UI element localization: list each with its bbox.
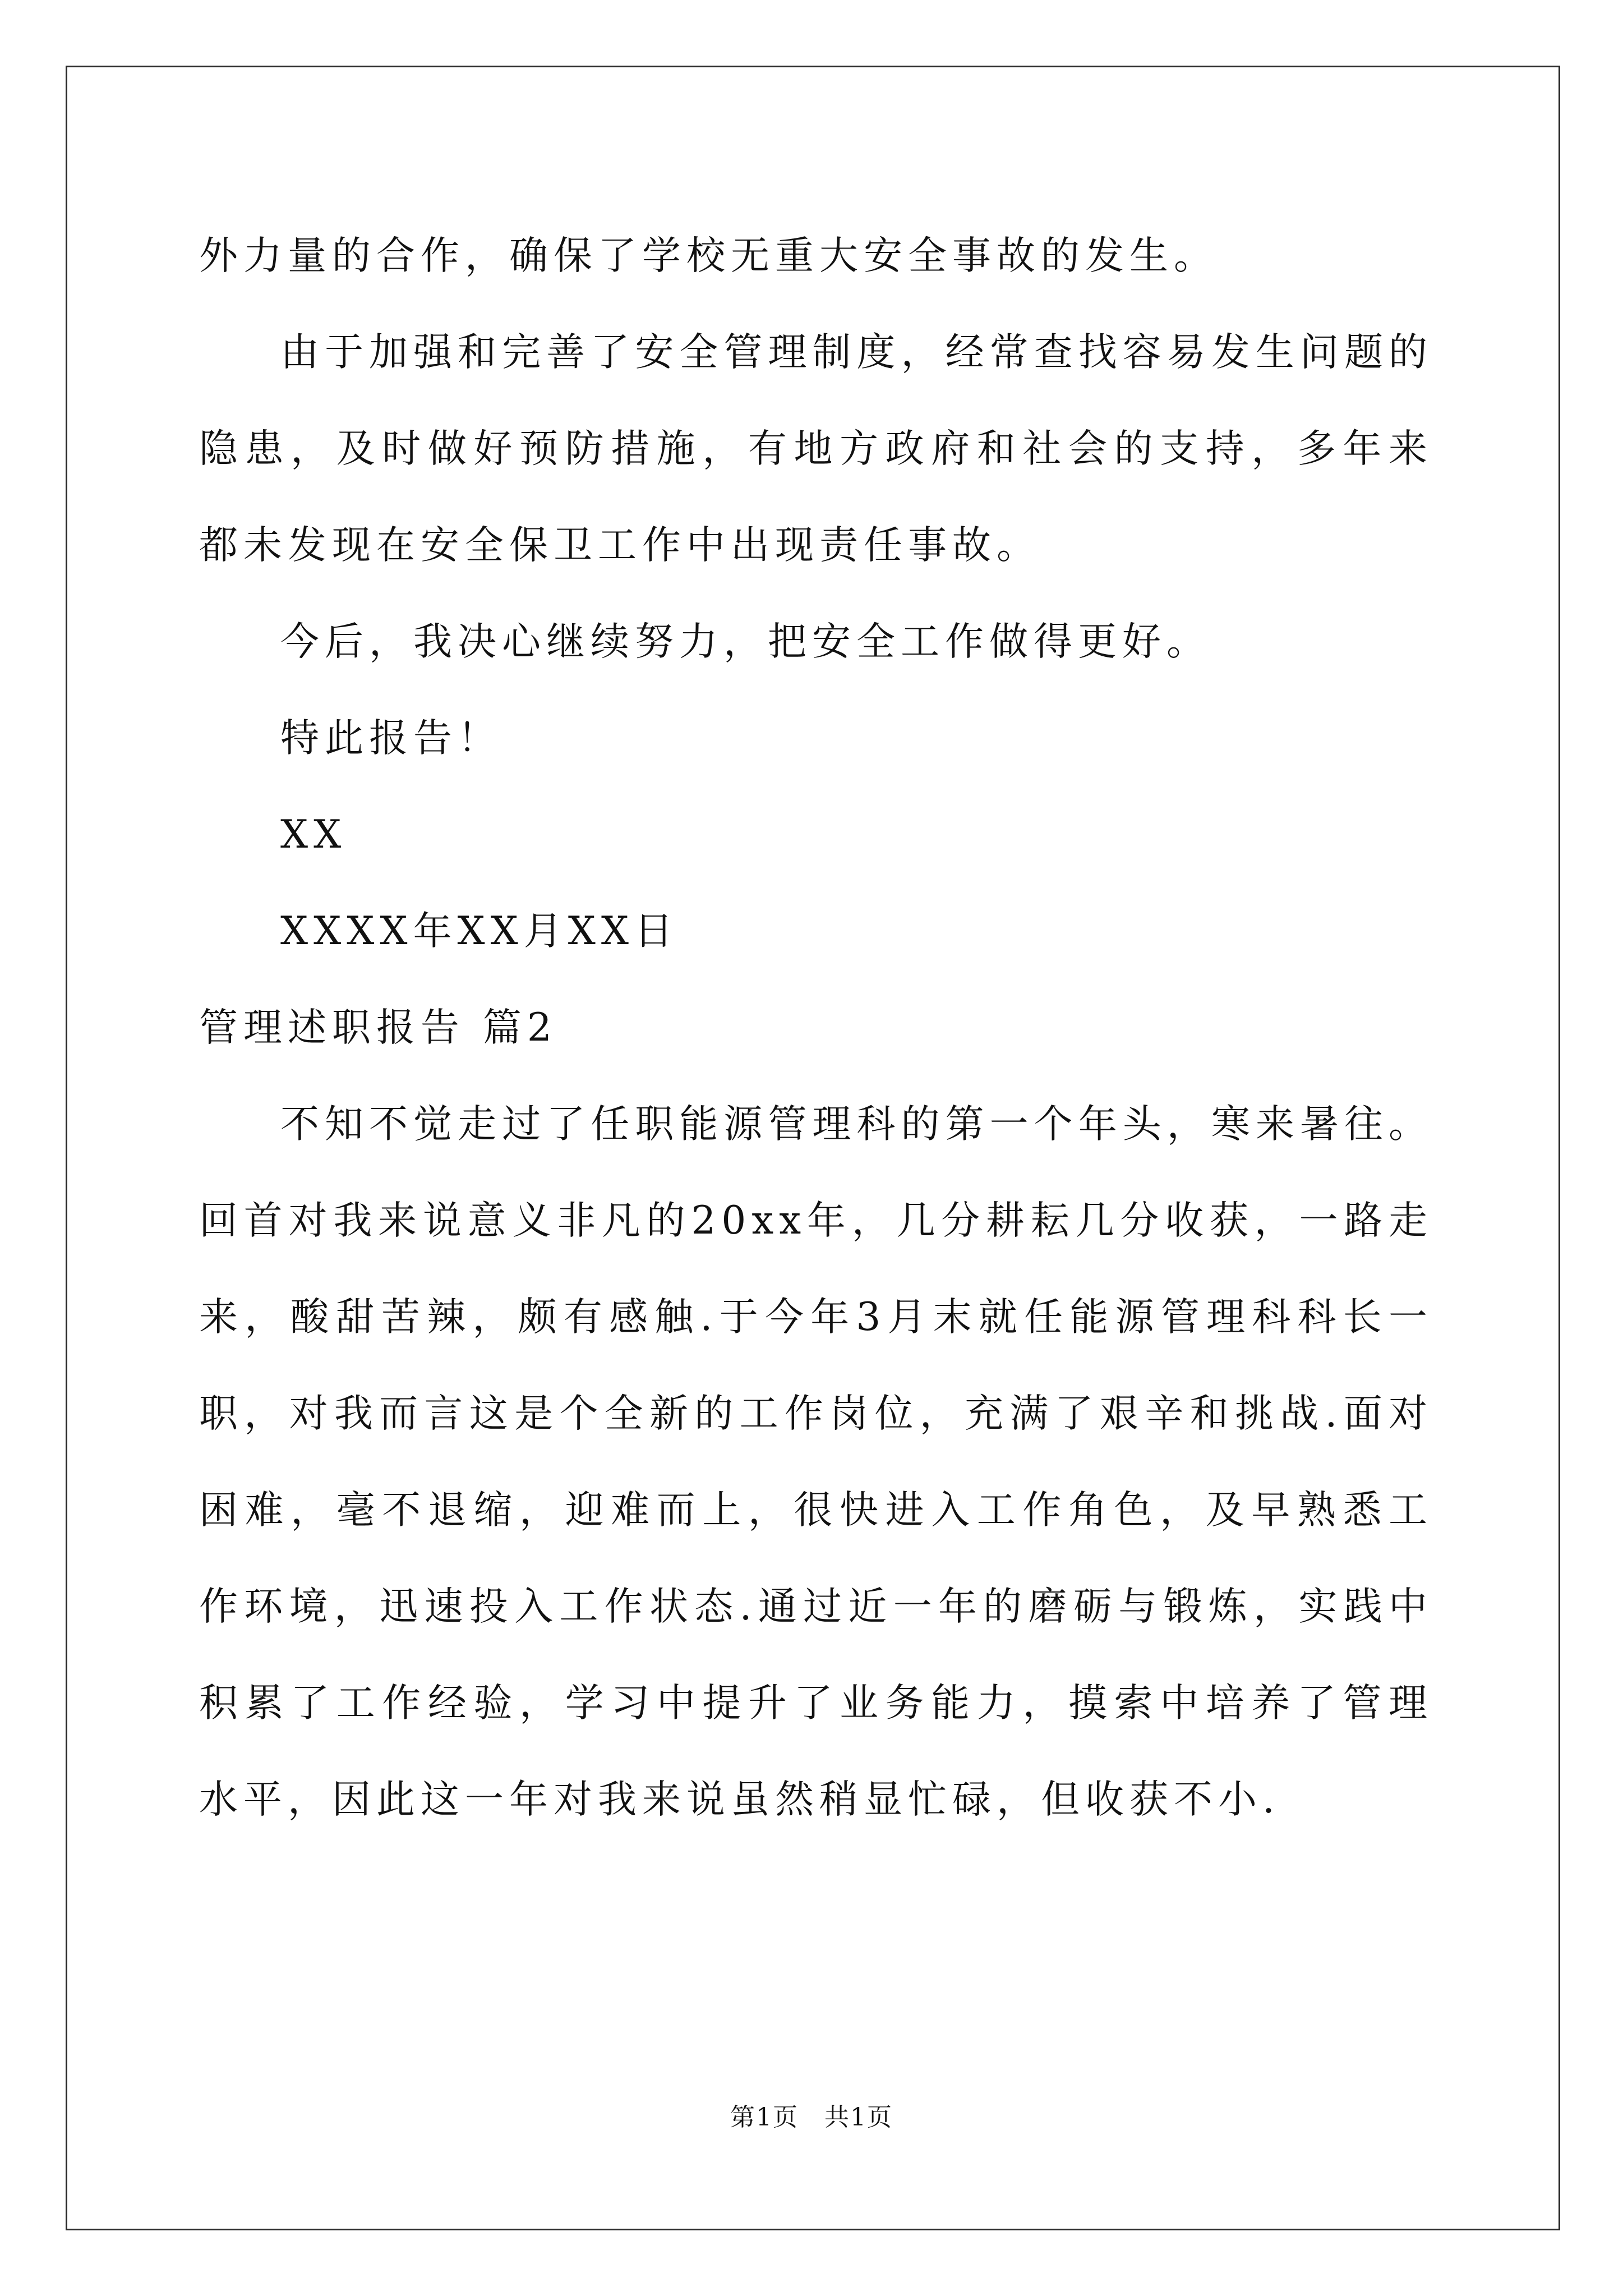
page-footer: 第1页 共1页 [730,2103,893,2132]
signature-date: XXXX年XX月XX日 [280,909,679,954]
paragraph: 特此报告！ [280,716,502,761]
document-body [199,208,1433,1848]
paragraph: 由于加强和完善了安全管理制度，经常查找容易发生问题的隐患，及时做好预防措施，有地方政府和社会的支持，多年来都未发现在安全保卫工作中出现责任事故。 [199,330,1433,568]
section-heading: 管理述职报告 篇2 [199,1005,557,1050]
paragraph: 外力量的合作，确保了学校无重大安全事故的发生。 [199,233,1218,278]
signature-name: XX [280,812,347,857]
paragraph: 不知不觉走过了任职能源管理科的第一个年头，寒来暑往。回首对我来说意义非凡的20xx年，几分耕耘几分收获，一路走来，酸甜苦辣，颇有感触.于今年3月末就任能源管理科科长一职，对我而言这是个全新的工作岗位，充满了艰辛和挑战.面对困难，毫不退缩，迎难而上，很快进入工作角色，及早熟悉工作环境，迅速投入工作状态.通过近一年的磨砺与锻炼，实践中积累了工作经验，学习中提升了业务能力，摸索中培养了管理水平，因此这一年对我来说虽然稍显忙碌，但收获不小. [199,1102,1433,1822]
paragraph: 今后，我决心继续努力，把安全工作做得更好。 [280,619,1211,664]
